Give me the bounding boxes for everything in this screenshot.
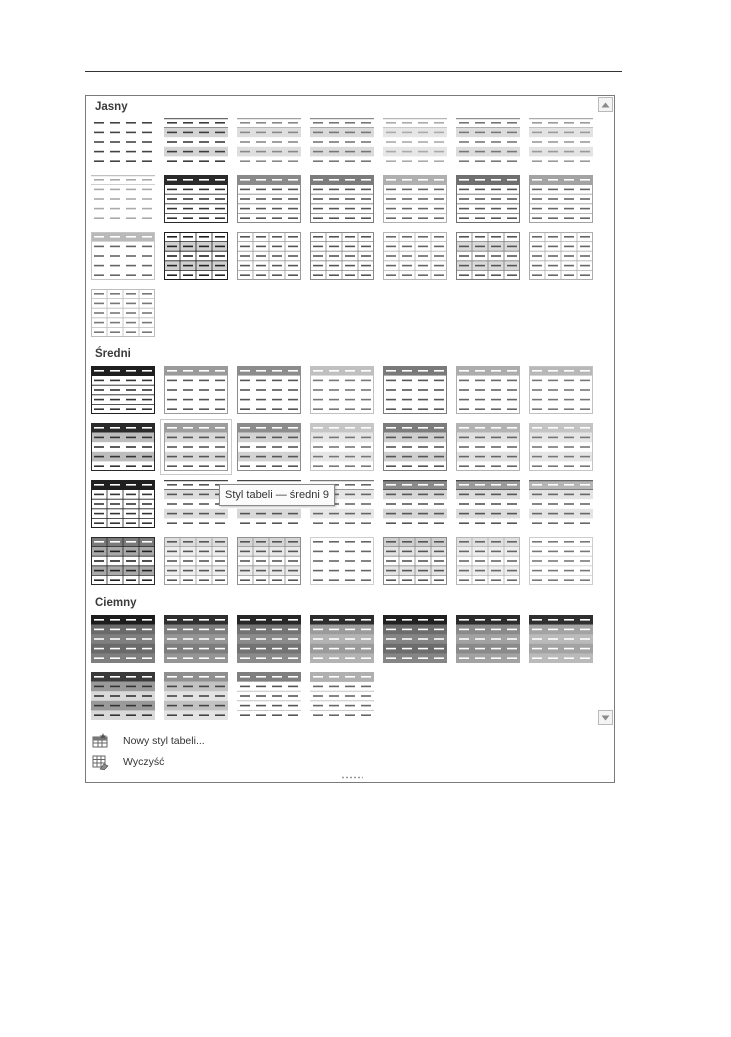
table-style-swatch[interactable] bbox=[529, 423, 593, 471]
table-style-preview-icon bbox=[91, 537, 155, 585]
table-style-swatch[interactable] bbox=[456, 537, 520, 585]
table-style-swatch[interactable] bbox=[456, 232, 520, 280]
table-style-swatch[interactable] bbox=[529, 232, 593, 280]
table-style-preview-icon bbox=[529, 232, 593, 280]
table-style-preview-icon bbox=[310, 232, 374, 280]
table-style-preview-icon bbox=[164, 672, 228, 720]
table-style-swatch[interactable] bbox=[383, 615, 447, 663]
table-style-swatch[interactable] bbox=[529, 480, 593, 528]
table-style-swatch[interactable] bbox=[164, 615, 228, 663]
table-style-preview-icon bbox=[383, 423, 447, 471]
table-style-swatch[interactable] bbox=[91, 118, 155, 166]
table-style-preview-icon bbox=[383, 615, 447, 663]
table-style-preview-icon bbox=[237, 232, 301, 280]
table-style-preview-icon bbox=[456, 175, 520, 223]
table-style-preview-icon bbox=[310, 175, 374, 223]
table-style-swatch[interactable] bbox=[91, 672, 155, 720]
table-style-preview-icon bbox=[164, 423, 228, 471]
table-style-swatch[interactable] bbox=[456, 118, 520, 166]
table-style-swatch[interactable] bbox=[91, 232, 155, 280]
section-label-medium: Średni bbox=[95, 348, 131, 360]
table-style-preview-icon bbox=[91, 672, 155, 720]
table-style-swatch[interactable] bbox=[456, 175, 520, 223]
table-style-preview-icon bbox=[529, 366, 593, 414]
table-style-swatch[interactable] bbox=[383, 480, 447, 528]
table-style-swatch[interactable] bbox=[91, 480, 155, 528]
page-top-rule bbox=[85, 71, 622, 72]
table-style-preview-icon bbox=[529, 615, 593, 663]
style-tooltip: Styl tabeli — średni 9 bbox=[219, 484, 335, 506]
table-style-preview-icon bbox=[310, 366, 374, 414]
table-style-preview-icon bbox=[456, 366, 520, 414]
table-style-preview-icon bbox=[383, 232, 447, 280]
table-style-swatch[interactable] bbox=[164, 366, 228, 414]
table-style-swatch[interactable] bbox=[456, 366, 520, 414]
table-style-preview-icon bbox=[529, 175, 593, 223]
table-style-swatch[interactable] bbox=[237, 672, 301, 720]
table-style-preview-icon bbox=[164, 366, 228, 414]
table-style-swatch[interactable] bbox=[164, 423, 228, 471]
table-style-swatch[interactable] bbox=[310, 672, 374, 720]
table-style-preview-icon bbox=[91, 615, 155, 663]
table-new-icon bbox=[91, 733, 109, 749]
table-style-swatch[interactable] bbox=[383, 175, 447, 223]
table-style-swatch[interactable] bbox=[164, 537, 228, 585]
table-style-preview-icon bbox=[529, 537, 593, 585]
table-style-swatch[interactable] bbox=[164, 672, 228, 720]
table-style-swatch[interactable] bbox=[91, 289, 155, 337]
table-style-preview-icon bbox=[383, 175, 447, 223]
table-style-preview-icon bbox=[310, 672, 374, 720]
new-table-style-label: Nowy styl tabeli... bbox=[123, 735, 205, 747]
chevron-up-icon bbox=[601, 102, 610, 108]
table-style-swatch[interactable] bbox=[237, 118, 301, 166]
table-style-swatch[interactable] bbox=[91, 423, 155, 471]
scroll-up-button[interactable] bbox=[598, 97, 613, 112]
table-style-preview-icon bbox=[529, 423, 593, 471]
table-style-swatch[interactable] bbox=[310, 175, 374, 223]
table-style-preview-icon bbox=[383, 480, 447, 528]
table-style-swatch[interactable] bbox=[237, 232, 301, 280]
table-style-preview-icon bbox=[237, 672, 301, 720]
table-style-swatch[interactable] bbox=[310, 423, 374, 471]
table-style-swatch[interactable] bbox=[237, 366, 301, 414]
table-styles-gallery bbox=[85, 95, 615, 783]
table-style-preview-icon bbox=[456, 118, 520, 166]
table-style-preview-icon bbox=[310, 615, 374, 663]
table-style-swatch[interactable] bbox=[529, 615, 593, 663]
table-style-swatch[interactable] bbox=[456, 480, 520, 528]
table-style-swatch[interactable] bbox=[383, 366, 447, 414]
table-style-swatch[interactable] bbox=[383, 232, 447, 280]
scroll-down-button[interactable] bbox=[598, 710, 613, 725]
table-style-preview-icon bbox=[237, 537, 301, 585]
section-label-light: Jasny bbox=[95, 101, 128, 113]
chevron-down-icon bbox=[601, 715, 610, 721]
table-style-preview-icon bbox=[237, 366, 301, 414]
table-style-preview-icon bbox=[91, 232, 155, 280]
table-style-preview-icon bbox=[310, 423, 374, 471]
table-style-swatch[interactable] bbox=[310, 615, 374, 663]
table-style-preview-icon bbox=[383, 537, 447, 585]
table-style-swatch[interactable] bbox=[529, 118, 593, 166]
table-style-swatch[interactable] bbox=[529, 366, 593, 414]
table-style-swatch[interactable] bbox=[237, 537, 301, 585]
table-style-swatch[interactable] bbox=[456, 615, 520, 663]
table-style-swatch[interactable] bbox=[237, 423, 301, 471]
table-style-swatch[interactable] bbox=[383, 423, 447, 471]
table-style-preview-icon bbox=[237, 175, 301, 223]
table-style-swatch[interactable] bbox=[91, 537, 155, 585]
section-label-dark: Ciemny bbox=[95, 597, 137, 609]
new-table-style-item[interactable] bbox=[91, 732, 205, 750]
table-style-swatch[interactable] bbox=[529, 537, 593, 585]
table-style-swatch[interactable] bbox=[237, 175, 301, 223]
table-style-preview-icon bbox=[237, 423, 301, 471]
table-style-preview-icon bbox=[237, 615, 301, 663]
table-style-preview-icon bbox=[310, 118, 374, 166]
table-style-swatch[interactable] bbox=[310, 118, 374, 166]
table-style-preview-icon bbox=[91, 118, 155, 166]
table-style-preview-icon bbox=[383, 118, 447, 166]
table-style-preview-icon bbox=[456, 423, 520, 471]
table-style-preview-icon bbox=[164, 615, 228, 663]
table-style-swatch[interactable] bbox=[164, 175, 228, 223]
table-style-swatch[interactable] bbox=[310, 366, 374, 414]
table-style-preview-icon bbox=[456, 480, 520, 528]
table-style-swatch[interactable] bbox=[529, 175, 593, 223]
resize-grip[interactable] bbox=[341, 776, 363, 779]
table-style-preview-icon bbox=[529, 480, 593, 528]
table-style-preview-icon bbox=[529, 118, 593, 166]
table-style-swatch[interactable] bbox=[91, 175, 155, 223]
table-style-preview-icon bbox=[91, 480, 155, 528]
table-style-swatch[interactable] bbox=[310, 232, 374, 280]
table-style-swatch[interactable] bbox=[383, 537, 447, 585]
clear-style-item[interactable] bbox=[91, 753, 164, 771]
table-style-preview-icon bbox=[91, 366, 155, 414]
table-style-swatch[interactable] bbox=[383, 118, 447, 166]
table-style-swatch[interactable] bbox=[164, 118, 228, 166]
table-style-swatch[interactable] bbox=[237, 615, 301, 663]
table-style-preview-icon bbox=[237, 118, 301, 166]
table-style-swatch[interactable] bbox=[310, 537, 374, 585]
table-style-preview-icon bbox=[91, 423, 155, 471]
table-style-swatch[interactable] bbox=[164, 232, 228, 280]
table-style-preview-icon bbox=[91, 289, 155, 337]
table-style-preview-icon bbox=[310, 537, 374, 585]
table-style-preview-icon bbox=[164, 175, 228, 223]
table-style-preview-icon bbox=[164, 232, 228, 280]
table-style-preview-icon bbox=[456, 537, 520, 585]
table-style-preview-icon bbox=[164, 118, 228, 166]
table-style-swatch[interactable] bbox=[91, 615, 155, 663]
table-style-preview-icon bbox=[164, 537, 228, 585]
table-style-swatch[interactable] bbox=[91, 366, 155, 414]
table-eraser-icon bbox=[91, 754, 109, 770]
table-style-preview-icon bbox=[91, 175, 155, 223]
clear-style-label: Wyczyść bbox=[123, 756, 165, 768]
table-style-swatch[interactable] bbox=[456, 423, 520, 471]
table-style-preview-icon bbox=[456, 232, 520, 280]
table-style-preview-icon bbox=[383, 366, 447, 414]
table-style-preview-icon bbox=[456, 615, 520, 663]
